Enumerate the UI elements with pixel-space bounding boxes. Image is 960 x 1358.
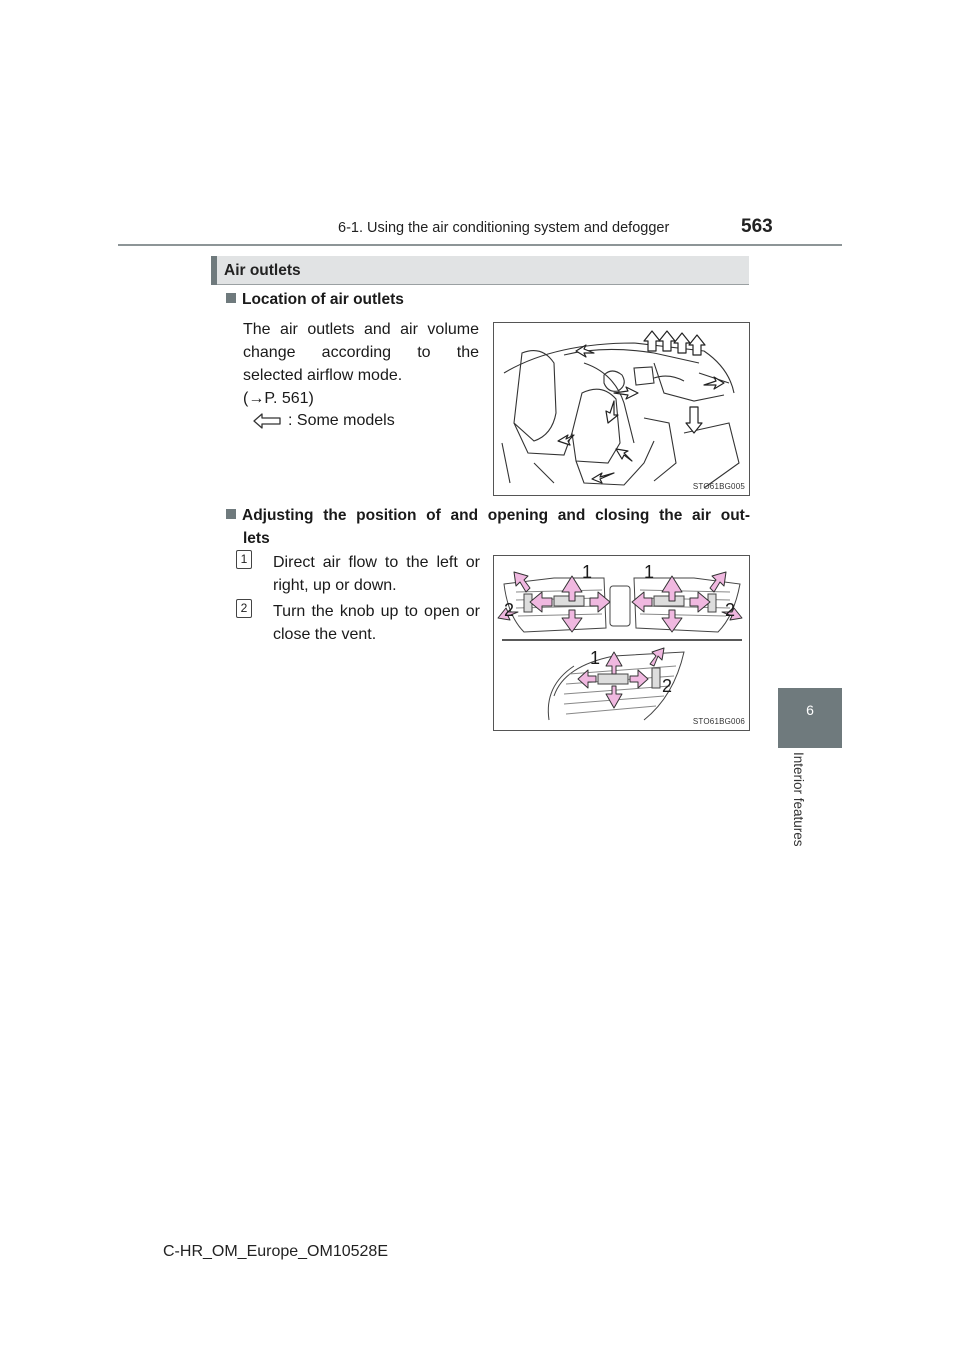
air-outlet-adjust-figure: [493, 555, 750, 731]
legend-text: : Some models: [288, 412, 395, 429]
car-interior-illustration: [494, 323, 749, 495]
chapter-title: 6-1. Using the air conditioning system and defogger: [338, 220, 670, 236]
vent-adjustment-illustration: [494, 556, 749, 730]
section-title: Air outlets: [224, 262, 301, 279]
figure-code-1: STO61BG005: [692, 482, 745, 491]
chapter-tab[interactable]: [778, 688, 842, 748]
location-line-2: change according to the: [243, 344, 479, 361]
figure-label-2b: 2: [725, 600, 736, 620]
figure-label-2a: 2: [504, 600, 515, 620]
location-heading-text: Location of air outlets: [242, 291, 404, 308]
figure-label-1a: 1: [582, 562, 593, 582]
header-rule: [118, 244, 842, 246]
step-1-line-1: Direct air flow to the left or: [273, 554, 480, 571]
chapter-tab-label: Interior features: [791, 752, 806, 847]
location-line-1: The air outlets and air volume: [243, 321, 479, 338]
figure-label-2c: 2: [662, 676, 673, 696]
step-2-line-2: close the vent.: [273, 626, 377, 643]
section-bar-accent: [211, 256, 217, 285]
figure-code-2: STO61BG006: [692, 717, 745, 726]
square-bullet-icon: [226, 509, 236, 519]
step-number-2: 2: [236, 599, 252, 618]
square-bullet-icon: [226, 293, 236, 303]
step-number-1: 1: [236, 550, 252, 569]
location-reference: (→P. 561): [243, 390, 314, 407]
location-line-3: selected airflow mode.: [243, 367, 403, 384]
page-number: 563: [741, 216, 773, 237]
outline-arrow-icon: [252, 412, 282, 430]
air-outlet-location-figure: [493, 322, 750, 496]
location-heading: [226, 291, 404, 309]
location-description: [243, 318, 479, 410]
figure-label-1b: 1: [644, 562, 655, 582]
adjusting-heading: [226, 504, 750, 550]
adjusting-heading-text: Adjusting the position of and opening and closing the air out-: [242, 507, 750, 524]
step-1-line-2: right, up or down.: [273, 577, 397, 594]
adjusting-heading-line-1: [226, 504, 750, 527]
adjusting-heading-line-2: lets: [243, 530, 270, 547]
step-2-line-1: Turn the knob up to open or: [273, 603, 480, 620]
figure-label-1c: 1: [590, 648, 601, 668]
chapter-tab-number: 6: [806, 702, 814, 718]
document-id: C-HR_OM_Europe_OM10528E: [163, 1243, 388, 1260]
step-2-text: [273, 600, 480, 646]
step-1-text: [273, 551, 480, 597]
